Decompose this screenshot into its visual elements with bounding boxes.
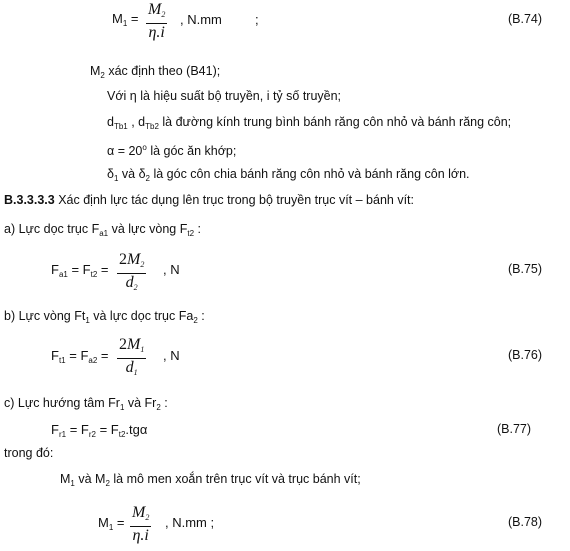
eq78-fraction: $\frac{M_2}{\eta.i}$ <box>132 504 150 544</box>
eq75-lhs: $F_{a1} = F_{t2}$ = <box>51 262 109 279</box>
eq74-fraction: $\frac{M_2}{\eta.i}$ <box>148 1 166 41</box>
m1-m2-definition: $M_1$ và $M_2$ là mô men xoắn trên trục vít và trục bánh vít; <box>60 472 361 488</box>
eq74-semicolon: ; <box>255 12 259 27</box>
item-a: a) Lực dọc trục $F_{a1}$ và lực vòng $F_{t2}$ : <box>4 222 201 238</box>
eq76-label: (B.76) <box>508 348 543 362</box>
eq76-fraction: $\frac{2M_1}{d_1}$ <box>119 336 145 377</box>
eta-definition: Với η là hiệu suất bộ truyền, i tỷ số truyền; <box>107 89 342 103</box>
trong-do-label: trong đó: <box>4 446 54 460</box>
eq76-unit: , N <box>163 348 180 363</box>
eq75-fraction: $\frac{2M_2}{d_2}$ <box>119 251 145 292</box>
delta-definition: $\delta_1$ và $\delta_2$ là góc côn chia bánh răng côn nhỏ và bánh răng côn lớn. <box>107 167 470 183</box>
m2-definition: $M_2$ xác định theo (B41); <box>90 64 221 80</box>
eq76-lhs: $F_{t1} = F_{a2}$ = <box>51 348 109 365</box>
eq78-label: (B.78) <box>508 515 543 529</box>
eq78-unit: , N.mm ; <box>165 515 215 530</box>
item-b: b) Lực vòng $Ft_1$ và lực dọc trục $Fa_2$ : <box>4 309 205 325</box>
section-heading: B.3.3.3.3 Xác định lực tác dụng lên trục trong bộ truyền trục vít – bánh vít: <box>4 193 414 207</box>
eq74-label: (B.74) <box>508 12 543 26</box>
eq75-label: (B.75) <box>508 262 543 276</box>
item-c: c) Lực hướng tâm $Fr_1$ và $Fr_2$ : <box>4 396 168 412</box>
eq75-unit: , N <box>163 262 180 277</box>
eq74-unit: , N.mm <box>180 12 222 27</box>
eq78-lhs: $M_1$ = <box>98 515 125 532</box>
alpha-definition: $\alpha = 20^o$ là góc ăn khớp; <box>107 143 237 159</box>
eq77-formula: $F_{r1} = F_{r2} = F_{t2}.tg\alpha$ <box>51 422 148 439</box>
eq74-lhs: $M_1$ = <box>112 11 139 28</box>
eq77-label: (B.77) <box>497 422 532 436</box>
dtb-definition: $d_{Tb1}$ , $d_{Tb2}$ là đường kính trung bình bánh răng côn nhỏ và bánh răng côn; <box>107 115 512 131</box>
